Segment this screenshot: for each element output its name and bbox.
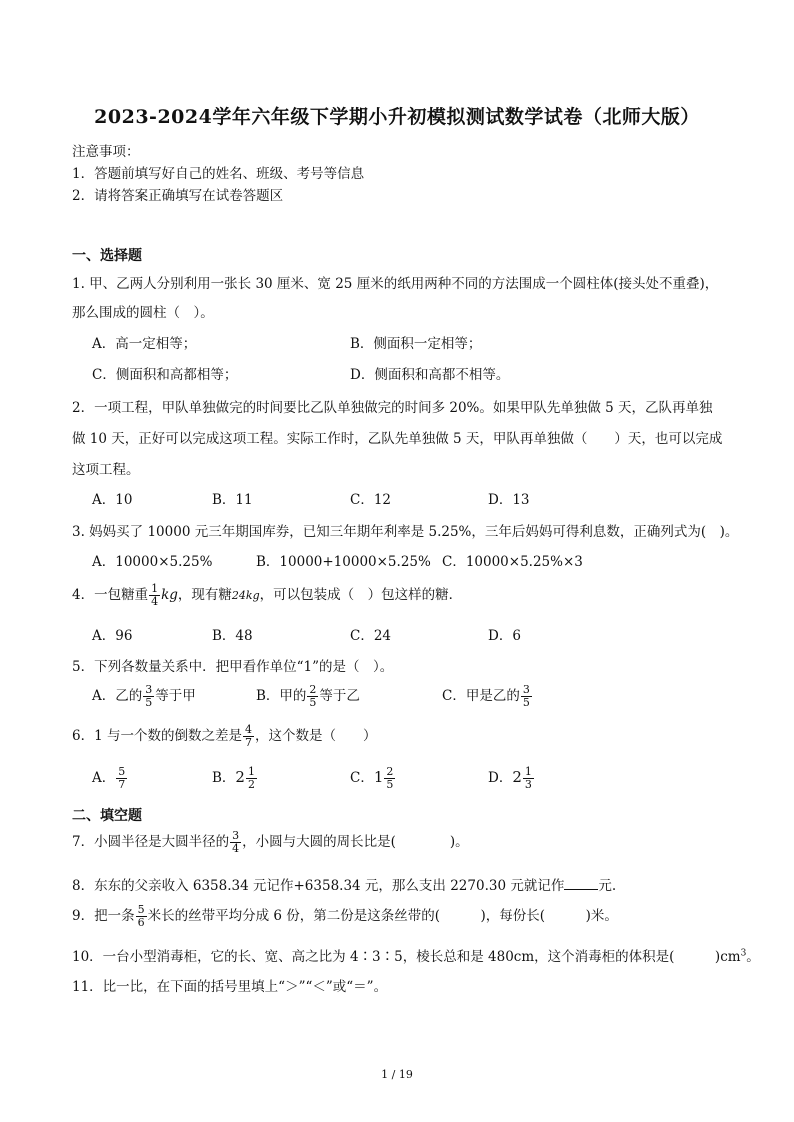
option-c: C．1 $\frac{2}{5}$ — [350, 765, 394, 791]
fraction: $\frac{1}{4}$ — [151, 582, 159, 608]
fraction: $\frac{2}{5}$ — [386, 765, 394, 791]
option-b: B．11 — [212, 492, 253, 508]
option-b: B．甲的 $\frac{2}{5}$ 等于乙 — [256, 683, 360, 709]
option-b: B．侧面积一定相等； — [350, 336, 482, 352]
question-5-line: 5．下列各数量关系中．把甲看作单位“1”的是（ ）。 — [72, 659, 394, 675]
note-item: 2．请将答案正确填写在试卷答题区 — [72, 188, 284, 204]
page-title: 2023-2024学年六年级下学期小升初模拟测试数学试卷（北师大版） — [94, 106, 700, 128]
question-2-line: 这项工程。 — [72, 462, 140, 478]
note-item: 1．答题前填写好自己的姓名、班级、考号等信息 — [72, 166, 365, 182]
fraction: $\frac{5}{7}$ — [118, 765, 126, 791]
page-number: 1 / 19 — [381, 1068, 413, 1081]
option-c: C．24 — [350, 628, 392, 644]
option-c: C．甲是乙的 $\frac{3}{5}$ — [442, 683, 530, 709]
fraction: $\frac{4}{7}$ — [244, 723, 252, 749]
option-b: B．2 $\frac{1}{2}$ — [212, 765, 255, 791]
option-d: D．2 $\frac{1}{3}$ — [488, 765, 532, 791]
question-2-line: 2．一项工程，甲队单独做完的时间要比乙队单独做完的时间多 20%。如果甲队先单独做 5 天，乙队再单独 — [72, 400, 713, 416]
fraction: $\frac{2}{5}$ — [309, 683, 317, 709]
option-d: D．6 — [488, 628, 521, 644]
fraction: $\frac{3}{5}$ — [145, 683, 153, 709]
question-11-line: 11．比一比，在下面的括号里填上“＞”“＜”或“＝”。 — [72, 979, 388, 995]
notes-heading: 注意事项： — [72, 144, 140, 160]
question-3-line: 3. 妈妈买了 10000 元三年期国库券，已知三年期年利率是 5.25%，三年后妈妈可得利息数，正确列式为( )。 — [72, 524, 739, 540]
question-1-line: 那么围成的圆柱（ ）。 — [72, 305, 214, 321]
option-c: C．10000×5.25%×3 — [442, 554, 583, 570]
option-c: C．侧面积和高都相等； — [92, 367, 238, 383]
option-a: A． $\frac{5}{7}$ — [92, 765, 126, 791]
question-2-line: 做 10 天，正好可以完成这项工程。实际工作时，乙队先单独做 5 天，甲队再单独做（ ）天，也可以完成 — [72, 431, 723, 447]
fraction: $\frac{1}{2}$ — [247, 765, 255, 791]
option-a: A．乙的 $\frac{3}{5}$ 等于甲 — [92, 683, 196, 709]
question-8-line: 8．东东的父亲收入 6358.34 元记作+6358.34 元，那么支出 2270.30 元就记作 元. — [72, 878, 617, 894]
question-4-line: 4．一包糖重 $\frac{1}{4}$ kg，现有糖24kg，可以包装成（ ）包这样的糖． — [72, 582, 463, 608]
fraction: $\frac{1}{3}$ — [524, 765, 532, 791]
question-9-line: 9．把一条 $\frac{5}{6}$ 米长的丝带平均分成 6 份，第二份是这条丝带的( )，每份长( )米。 — [72, 903, 618, 929]
option-d: D．13 — [488, 492, 530, 508]
section-heading: 一、选择题 — [72, 248, 142, 264]
option-b: B．48 — [212, 628, 253, 644]
fraction: $\frac{3}{5}$ — [522, 683, 530, 709]
fraction: $\frac{5}{6}$ — [137, 903, 145, 929]
option-b: B．10000+10000×5.25% — [256, 554, 431, 570]
question-7-line: 7．小圆半径是大圆半径的 $\frac{3}{4}$ ，小圆与大圆的周长比是( )。 — [72, 829, 469, 855]
option-a: A．10000×5.25% — [92, 554, 213, 570]
option-a: A．96 — [92, 628, 133, 644]
option-c: C．12 — [350, 492, 392, 508]
fraction: $\frac{3}{4}$ — [232, 829, 240, 855]
section-heading: 二、填空题 — [72, 808, 142, 824]
option-d: D．侧面积和高都不相等。 — [350, 367, 510, 383]
answer-blank — [564, 877, 598, 890]
option-a: A．10 — [92, 492, 133, 508]
option-a: A．高一定相等； — [92, 336, 197, 352]
question-10-line: 10．一台小型消毒柜，它的长、宽、高之比为 4∶3∶5，棱长总和是 480cm，这个消毒柜的体积是( )$cm^3$。 — [72, 948, 760, 965]
question-1-line: 1. 甲、乙两人分别利用一张长 30 厘米、宽 25 厘米的纸用两种不同的方法围成一个圆柱体(接头处不重叠)， — [72, 276, 719, 292]
question-6-line: 6．1 与一个数的倒数之差是 $\frac{4}{7}$ ，这个数是（ ） — [72, 723, 377, 749]
